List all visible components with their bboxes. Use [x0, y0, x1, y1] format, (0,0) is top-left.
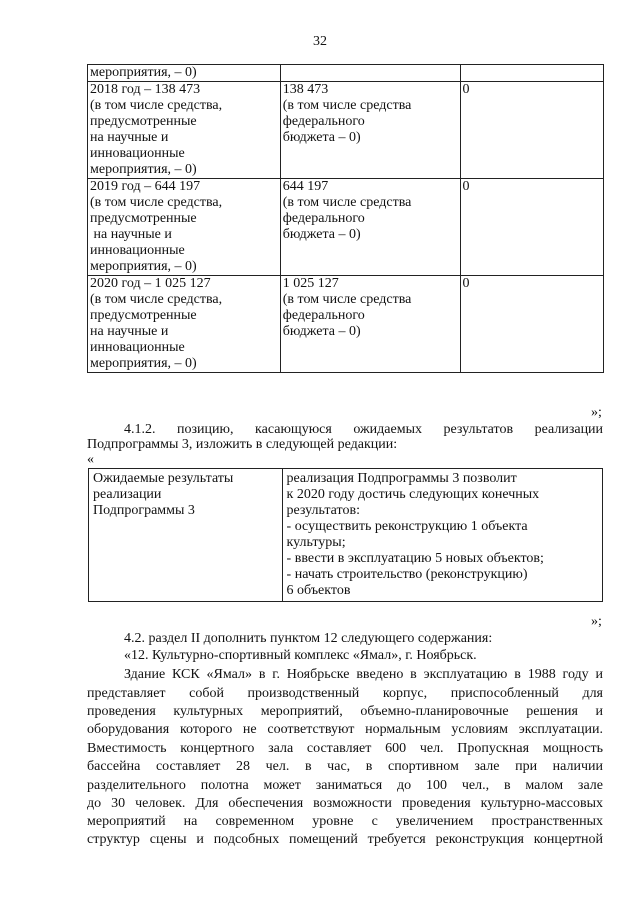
table-cell — [460, 179, 603, 276]
body-line: оборудования которого не соответствуют нормальным условиям эксплуатации. — [87, 722, 603, 737]
body-line: представляет собой производственный корпус, приспособленный для — [87, 686, 603, 701]
cell-text: федерального — [282, 308, 365, 323]
table-cell — [88, 179, 281, 276]
cell-text: инновационные — [90, 146, 185, 161]
cell-text: на научные и — [90, 227, 172, 242]
body-line: проведения культурных мероприятий, объемно-планировочные решения и — [87, 704, 603, 719]
cell-text: (в том числе средства — [282, 292, 412, 307]
table-cell — [280, 179, 460, 276]
cell-text: инновационные — [90, 243, 185, 258]
closing-quote-2: »; — [591, 614, 602, 629]
financing-table — [87, 64, 604, 373]
table-cell — [280, 82, 460, 179]
table-row — [88, 276, 604, 373]
cell-text: (в том числе средства — [282, 98, 412, 113]
cell-text: мероприятия, – 0) — [90, 356, 197, 371]
table-row — [88, 82, 604, 179]
body-line: бассейна составляет 28 чел. в час, в спортивном зале при наличии — [87, 759, 603, 774]
cell-text: федерального — [282, 211, 365, 226]
table-cell — [88, 82, 281, 179]
cell-text: 0 — [462, 82, 470, 97]
table-cell — [460, 276, 603, 373]
cell-text: 2018 год – 138 473 — [90, 82, 201, 97]
expected-results-label-cell: Ожидаемые результаты реализации Подпрограммы 3 — [89, 469, 283, 602]
body-line: структур сцены и подсобных помещений требуется реконструкция концертной — [87, 832, 603, 847]
cell-text: 644 197 — [282, 179, 329, 194]
body-line: мероприятий на современном уровне с увеличением пространственных — [87, 814, 603, 829]
cell-text: бюджета – 0) — [282, 130, 361, 145]
body-line: Вместимость концертного зала составляет 600 чел. Пропускная мощность — [87, 741, 603, 756]
cell-text: на научные и — [90, 324, 169, 339]
paragraph-4-1-2-line-2: Подпрограммы 3, изложить в следующей редакции: — [87, 437, 398, 452]
page-number: 32 — [313, 34, 327, 49]
cell-text: 0 — [462, 179, 470, 194]
table-cell — [460, 65, 603, 82]
cell-text: предусмотренные — [90, 211, 197, 226]
cell-text: (в том числе средства, — [90, 195, 223, 210]
cell-text: предусмотренные — [90, 308, 197, 323]
expected-results-content-cell: реализация Подпрограммы 3 позволит к 2020 году достичь следующих конечных результатов: - осуществить реконструкцию 1 объекта культуры; - ввести в эксплуатацию 5 новых объектов; - начать строительство (реконструкцию) 6 объектов — [282, 469, 602, 602]
body-line: до 30 человек. Для обеспечения возможности проведения культурно-массовых — [87, 796, 603, 811]
cell-text: (в том числе средства, — [90, 292, 223, 307]
cell-text: бюджета – 0) — [282, 324, 361, 339]
table-row — [88, 179, 604, 276]
cell-text: федерального — [282, 114, 365, 129]
opening-quote: « — [87, 452, 94, 467]
table-cell — [460, 82, 603, 179]
cell-text: (в том числе средства, — [90, 98, 223, 113]
cell-text: 2020 год – 1 025 127 — [90, 276, 211, 291]
cell-text: 1 025 127 — [282, 276, 339, 291]
table-cell — [88, 276, 281, 373]
cell-text: предусмотренные — [90, 114, 197, 129]
cell-text: 138 473 — [282, 82, 329, 97]
paragraph-4-2: 4.2. раздел II дополнить пунктом 12 следующего содержания: — [124, 631, 493, 646]
cell-text: мероприятия, – 0) — [90, 162, 197, 177]
cell-text: (в том числе средства — [282, 195, 412, 210]
cell-text: 2019 год – 644 197 — [90, 179, 201, 194]
table-row — [88, 65, 604, 82]
table-cell — [88, 65, 281, 82]
table-cell — [280, 276, 460, 373]
table-cell — [280, 65, 460, 82]
item-12-title: «12. Культурно-спортивный комплекс «Ямал», г. Ноябрьск. — [124, 648, 477, 663]
paragraph-4-1-2-line-1: 4.1.2. позицию, касающуюся ожидаемых результатов реализации — [124, 422, 604, 437]
cell-text: инновационные — [90, 340, 185, 355]
closing-quote-1: »; — [591, 405, 602, 420]
cell-text: 0 — [462, 276, 470, 291]
body-line: разделительного полотна может заниматься до 100 чел., в малом зале — [87, 778, 603, 793]
cell-text: мероприятия, – 0) — [90, 259, 197, 274]
expected-results-table — [88, 468, 603, 602]
cell-text: на научные и — [90, 130, 169, 145]
cell-text: мероприятия, – 0) — [90, 65, 197, 80]
cell-text: бюджета – 0) — [282, 227, 361, 242]
body-line: Здание КСК «Ямал» в г. Ноябрьске введено в эксплуатацию в 1988 году и — [124, 667, 603, 682]
